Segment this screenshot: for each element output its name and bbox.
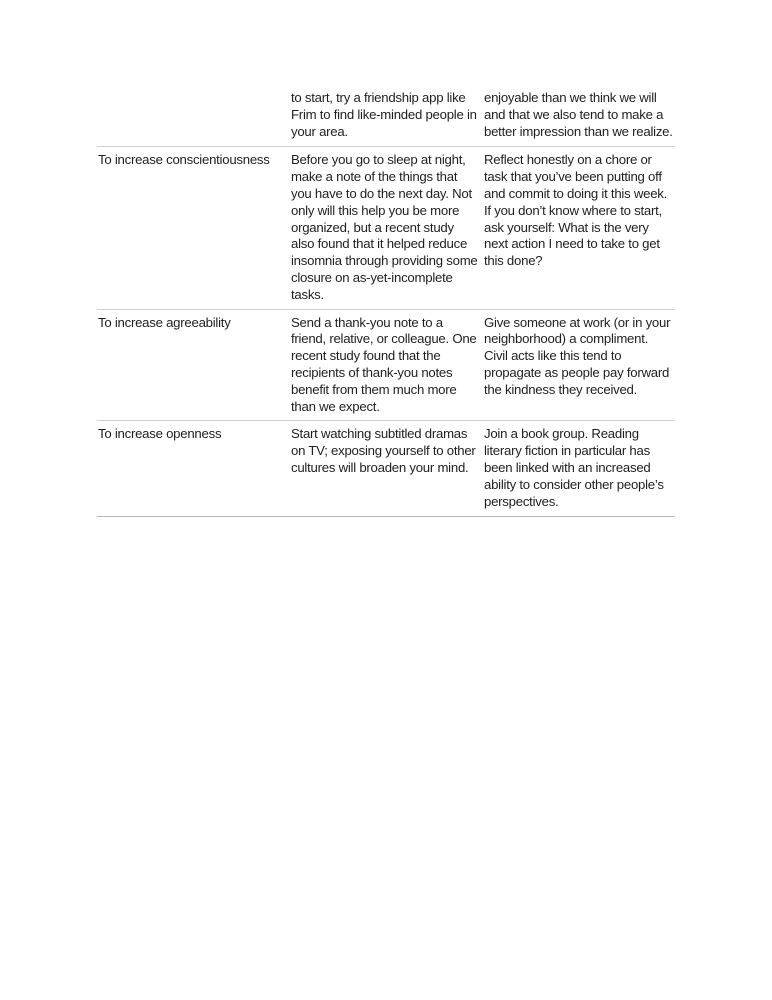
personality-tips-table: [97, 90, 675, 517]
row-tip-b: Reflect honestly on a chore or task that you’ve been putting off and commit to doing it this week. If you don’t know where to start, ask yourself: What is the very next action I need to take to get this done?: [484, 147, 675, 309]
row-category: To increase conscientiousness: [97, 147, 291, 309]
row-category: To increase openness: [97, 421, 291, 517]
row-tip-b: Join a book group. Reading literary fiction in particular has been linked with an increased ability to consider other people’s perspectives.: [484, 421, 675, 517]
row-tip-a: Send a thank-you note to a friend, relative, or colleague. One recent study found that the recipients of thank-you notes benefit from them much more than we expect.: [291, 309, 484, 421]
table-row: [97, 90, 675, 147]
table-row: [97, 421, 675, 517]
row-tip-a: Start watching subtitled dramas on TV; exposing yourself to other cultures will broaden your mind.: [291, 421, 484, 517]
row-tip-a: Before you go to sleep at night, make a note of the things that you have to do the next day. Not only will this help you be more organized, but a recent study also found that it helped reduce insomnia through providing some closure on as-yet-incomplete tasks.: [291, 147, 484, 309]
row-category: [97, 90, 291, 147]
row-tip-a: to start, try a friendship app like Frim to find like-minded people in your area.: [291, 90, 484, 147]
row-category: To increase agreeability: [97, 309, 291, 421]
table-row: [97, 309, 675, 421]
table-row: [97, 147, 675, 309]
row-tip-b: enjoyable than we think we will and that we also tend to make a better impression than we realize.: [484, 90, 675, 147]
row-tip-b: Give someone at work (or in your neighborhood) a compliment. Civil acts like this tend to propagate as people pay forward the kindness they received.: [484, 309, 675, 421]
